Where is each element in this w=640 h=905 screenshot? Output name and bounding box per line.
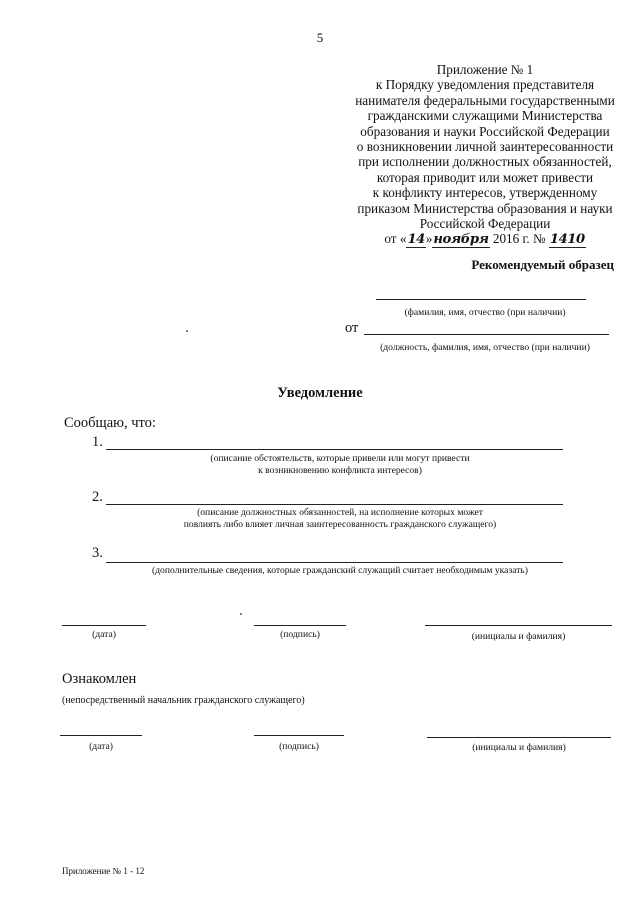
- order-number: 1410: [549, 232, 585, 248]
- signature-caption: (подпись): [279, 741, 319, 752]
- appendix-line: к конфликту интересов, утвержденному: [372, 185, 598, 201]
- caption-line: (описание должностных обязанностей, на исполнение которых может: [197, 507, 483, 518]
- appendix-line: приказом Министерства образования и науки: [357, 200, 613, 216]
- date-day: 14: [407, 232, 425, 248]
- date-caption: (дата): [89, 741, 113, 752]
- acquainted-subtitle: (непосредственный начальник гражданского служащего): [62, 695, 305, 706]
- caption-line: (описание обстоятельств, которые привели или могут привести: [210, 453, 470, 464]
- date-prefix: от «: [384, 231, 407, 247]
- initials-field[interactable]: [427, 737, 611, 738]
- acquainted-heading: Ознакомлен: [62, 671, 137, 687]
- date-caption: (дата): [92, 629, 116, 640]
- appendix-line: Российской Федерации: [419, 216, 551, 232]
- appendix-line: нанимателя федеральными государственными: [355, 92, 615, 108]
- appendix-line: гражданскими служащими Министерства: [367, 108, 603, 124]
- item-2-field[interactable]: [106, 504, 563, 505]
- signature-field[interactable]: [254, 625, 346, 626]
- from-label: от: [345, 320, 359, 336]
- caption-line: к возникновению конфликта интересов): [258, 465, 422, 476]
- item-3-caption: (дополнительные сведения, которые гражданский служащий считает необходимым указать): [151, 565, 529, 576]
- sender-field[interactable]: [364, 334, 609, 335]
- initials-caption: (инициалы и фамилия): [471, 631, 566, 642]
- appendix-line: при исполнении должностных обязанностей,: [358, 154, 612, 170]
- signature-caption: (подпись): [280, 629, 320, 640]
- appendix-line: к Порядку уведомления представителя: [375, 77, 595, 93]
- appendix-line: Приложение № 1: [436, 62, 534, 77]
- appendix-header: [355, 62, 615, 248]
- date-mid: »: [425, 231, 433, 247]
- order-date-line: [355, 231, 615, 247]
- signature-field[interactable]: [254, 735, 344, 736]
- item-2-caption: [130, 507, 550, 531]
- caption-line: повлиять либо влияет личная заинтересованность гражданского служащего): [183, 519, 497, 530]
- addressee-name-field[interactable]: [376, 299, 586, 300]
- recommended-label: Рекомендуемый образец: [471, 257, 614, 272]
- page-footer: Приложение № 1 - 12: [62, 866, 145, 876]
- item-3-field[interactable]: [106, 562, 563, 563]
- item-number: 2.: [92, 489, 103, 505]
- item-1-field[interactable]: [106, 449, 563, 450]
- sender-caption: (должность, фамилия, имя, отчество (при наличии): [380, 342, 590, 353]
- page-number: 5: [316, 30, 324, 45]
- appendix-line: образования и науки Российской Федерации: [360, 123, 610, 139]
- scan-speck: [240, 613, 242, 615]
- date-month: ноября: [433, 232, 489, 248]
- item-1-caption: [130, 453, 550, 477]
- date-field[interactable]: [62, 625, 146, 626]
- initials-field[interactable]: [425, 625, 612, 626]
- addressee-name-caption: (фамилия, имя, отчество (при наличии): [404, 307, 566, 318]
- document-title: Уведомление: [277, 385, 363, 401]
- initials-caption: (инициалы и фамилия): [472, 742, 566, 753]
- lead-text: Сообщаю, что:: [64, 415, 156, 431]
- appendix-line: которая приводит или может привести: [376, 169, 594, 185]
- appendix-line: о возникновении личной заинтересованности: [356, 139, 614, 155]
- scan-speck: [186, 330, 188, 332]
- item-number: 3.: [92, 545, 103, 561]
- date-field[interactable]: [60, 735, 142, 736]
- item-number: 1.: [92, 434, 103, 450]
- date-year: 2016 г. №: [489, 231, 549, 247]
